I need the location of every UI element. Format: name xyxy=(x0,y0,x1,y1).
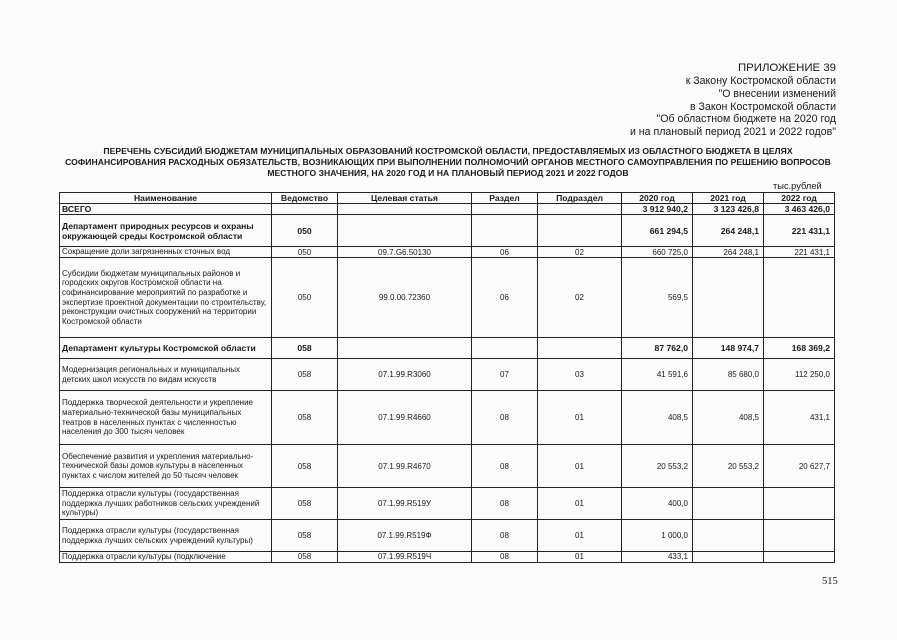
header-target-article: Целевая статья xyxy=(338,193,472,204)
row-section: 06 xyxy=(472,258,538,338)
header-2022: 2022 год xyxy=(764,193,835,204)
row-2020: 400,0 xyxy=(622,488,693,520)
row-name: ВСЕГО xyxy=(60,204,272,215)
row-2021 xyxy=(693,552,764,563)
table-row xyxy=(60,258,835,338)
row-2021: 264 248,1 xyxy=(693,215,764,247)
row-department: 058 xyxy=(272,552,338,563)
row-target-article: 07.1.99.R519У xyxy=(338,488,472,520)
table-row xyxy=(60,552,835,563)
row-department: 050 xyxy=(272,215,338,247)
row-section xyxy=(472,215,538,247)
row-name: Поддержка отрасли культуры (государственная поддержка лучших работников сельских учреждений культуры) xyxy=(60,488,272,520)
table-row xyxy=(60,204,835,215)
page-number: 515 xyxy=(822,576,838,587)
header-2020: 2020 год xyxy=(622,193,693,204)
row-section: 08 xyxy=(472,391,538,445)
table-row xyxy=(60,520,835,552)
row-2022 xyxy=(764,552,835,563)
row-target-article: 07.1.99.R519Ч xyxy=(338,552,472,563)
table-row xyxy=(60,391,835,445)
appendix-line: к Закону Костромской области xyxy=(685,75,836,88)
row-2021: 148 974,7 xyxy=(693,338,764,359)
row-section xyxy=(472,338,538,359)
row-2021: 408,5 xyxy=(693,391,764,445)
row-name: Субсидии бюджетам муниципальных районов и городских округов Костромской области на софинансирование мероприятий по разработке и экспертизе проектной документации по строительству, реконструкции очистных сооружений на территории Костромской области xyxy=(60,258,272,338)
row-name: Сокращение доли загрязненных сточных вод xyxy=(60,247,272,258)
row-2020: 87 762,0 xyxy=(622,338,693,359)
row-2022 xyxy=(764,520,835,552)
table-row xyxy=(60,215,835,247)
row-section: 08 xyxy=(472,488,538,520)
row-target-article: 07.1.99.R4660 xyxy=(338,391,472,445)
row-department: 058 xyxy=(272,488,338,520)
row-target-article xyxy=(338,215,472,247)
header-section: Раздел xyxy=(472,193,538,204)
row-name: Поддержка творческой деятельности и укрепление материально-технической базы муниципальных театров в населенных пунктах с численностью населения до 300 тысяч человек xyxy=(60,391,272,445)
row-subsection xyxy=(538,338,622,359)
row-2020: 20 553,2 xyxy=(622,445,693,488)
document-title: ПЕРЕЧЕНЬ СУБСИДИЙ БЮДЖЕТАМ МУНИЦИПАЛЬНЫХ ОБРАЗОВАНИЙ КОСТРОМСКОЙ ОБЛАСТИ, ПРЕДОСТАВЛЯЕМЫХ ИЗ ОБЛАСТНОГО БЮДЖЕТА В ЦЕЛЯХ СОФИНАНСИРОВАНИЯ РАСХОДНЫХ ОБЯЗАТЕЛЬСТВ, ВОЗНИКАЮЩИХ ПРИ ВЫПОЛНЕНИИ ПОЛНОМОЧИЙ ОРГАНОВ МЕСТНОГО САМОУПРАВЛЕНИЯ ПО РЕШЕНИЮ ВОПРОСОВ МЕСТНОГО ЗНАЧЕНИЯ, НА 2020 ГОД И НА ПЛАНОВЫЙ ПЕРИОД 2021 И 2022 ГОДОВ xyxy=(65,146,831,178)
row-2020: 41 591,6 xyxy=(622,359,693,391)
table-body xyxy=(60,204,835,563)
row-2020: 569,5 xyxy=(622,258,693,338)
row-2022: 221 431,1 xyxy=(764,215,835,247)
row-section: 07 xyxy=(472,359,538,391)
row-department: 058 xyxy=(272,520,338,552)
row-2022 xyxy=(764,258,835,338)
row-subsection: 02 xyxy=(538,258,622,338)
row-2022: 3 463 426,0 xyxy=(764,204,835,215)
row-subsection: 01 xyxy=(538,552,622,563)
row-target-article: 07.1.99.R519Ф xyxy=(338,520,472,552)
appendix-line: "О внесении изменений xyxy=(718,88,836,100)
row-department: 058 xyxy=(272,445,338,488)
row-section: 06 xyxy=(472,247,538,258)
row-subsection: 01 xyxy=(538,488,622,520)
row-name: Департамент культуры Костромской области xyxy=(60,338,272,359)
row-2021: 264 248,1 xyxy=(693,247,764,258)
row-subsection: 01 xyxy=(538,520,622,552)
row-name: Модернизация региональных и муниципальных детских школ искусств по видам искусств xyxy=(60,359,272,391)
row-target-article xyxy=(338,338,472,359)
table-row xyxy=(60,445,835,488)
row-2022: 221 431,1 xyxy=(764,247,835,258)
header-subsection: Подраздел xyxy=(538,193,622,204)
row-2021 xyxy=(693,258,764,338)
row-department: 058 xyxy=(272,391,338,445)
row-name: Департамент природных ресурсов и охраны окружающей среды Костромской области xyxy=(60,215,272,247)
row-name: Поддержка отрасли культуры (государственная поддержка лучших сельских учреждений культуры) xyxy=(60,520,272,552)
row-2021 xyxy=(693,520,764,552)
appendix-line: "Об областном бюджете на 2020 год xyxy=(656,113,836,126)
row-subsection: 03 xyxy=(538,359,622,391)
row-name: Поддержка отрасли культуры (подключение xyxy=(60,552,272,563)
table-row xyxy=(60,247,835,258)
row-section: 08 xyxy=(472,552,538,563)
row-2022: 431,1 xyxy=(764,391,835,445)
row-department: 050 xyxy=(272,247,338,258)
unit-label: тыс.рублей xyxy=(773,181,822,191)
row-2022: 168 369,2 xyxy=(764,338,835,359)
header-department: Ведомство xyxy=(272,193,338,204)
row-2020: 433,1 xyxy=(622,552,693,563)
row-subsection xyxy=(538,215,622,247)
header-name: Наименование xyxy=(60,193,272,204)
row-department: 058 xyxy=(272,338,338,359)
row-subsection: 01 xyxy=(538,391,622,445)
header-2021: 2021 год xyxy=(693,193,764,204)
row-2020: 1 000,0 xyxy=(622,520,693,552)
appendix-line: ПРИЛОЖЕНИЕ 39 xyxy=(737,62,836,74)
appendix-line: в Закон Костромской области xyxy=(689,100,836,113)
row-department xyxy=(272,204,338,215)
table-row xyxy=(60,338,835,359)
row-2021 xyxy=(693,488,764,520)
row-2022: 20 627,7 xyxy=(764,445,835,488)
row-2021: 3 123 426,8 xyxy=(693,204,764,215)
row-target-article: 09.7.G6.50130 xyxy=(338,247,472,258)
row-section: 08 xyxy=(472,520,538,552)
table-header-row xyxy=(60,193,835,204)
row-section: 08 xyxy=(472,445,538,488)
row-target-article: 99.0.00.72360 xyxy=(338,258,472,338)
row-department: 050 xyxy=(272,258,338,338)
row-2022 xyxy=(764,488,835,520)
row-target-article: 07.1.99.R3060 xyxy=(338,359,472,391)
row-name: Обеспечение развития и укрепления материально-технической базы домов культуры в населенных пунктах с числом жителей до 50 тысяч человек xyxy=(60,445,272,488)
row-2022: 112 250,0 xyxy=(764,359,835,391)
row-2020: 408,5 xyxy=(622,391,693,445)
table-row xyxy=(60,359,835,391)
budget-table xyxy=(59,192,835,563)
row-department: 058 xyxy=(272,359,338,391)
row-subsection xyxy=(538,204,622,215)
row-2020: 661 294,5 xyxy=(622,215,693,247)
row-section xyxy=(472,204,538,215)
row-subsection: 01 xyxy=(538,445,622,488)
table-row xyxy=(60,488,835,520)
row-subsection: 02 xyxy=(538,247,622,258)
row-2020: 660 725,0 xyxy=(622,247,693,258)
appendix-header xyxy=(630,62,836,138)
row-2020: 3 912 940,2 xyxy=(622,204,693,215)
row-target-article: 07.1.99.R4670 xyxy=(338,445,472,488)
row-2021: 85 680,0 xyxy=(693,359,764,391)
row-2021: 20 553,2 xyxy=(693,445,764,488)
row-target-article xyxy=(338,204,472,215)
appendix-line: и на плановый период 2021 и 2022 годов" xyxy=(629,125,836,138)
